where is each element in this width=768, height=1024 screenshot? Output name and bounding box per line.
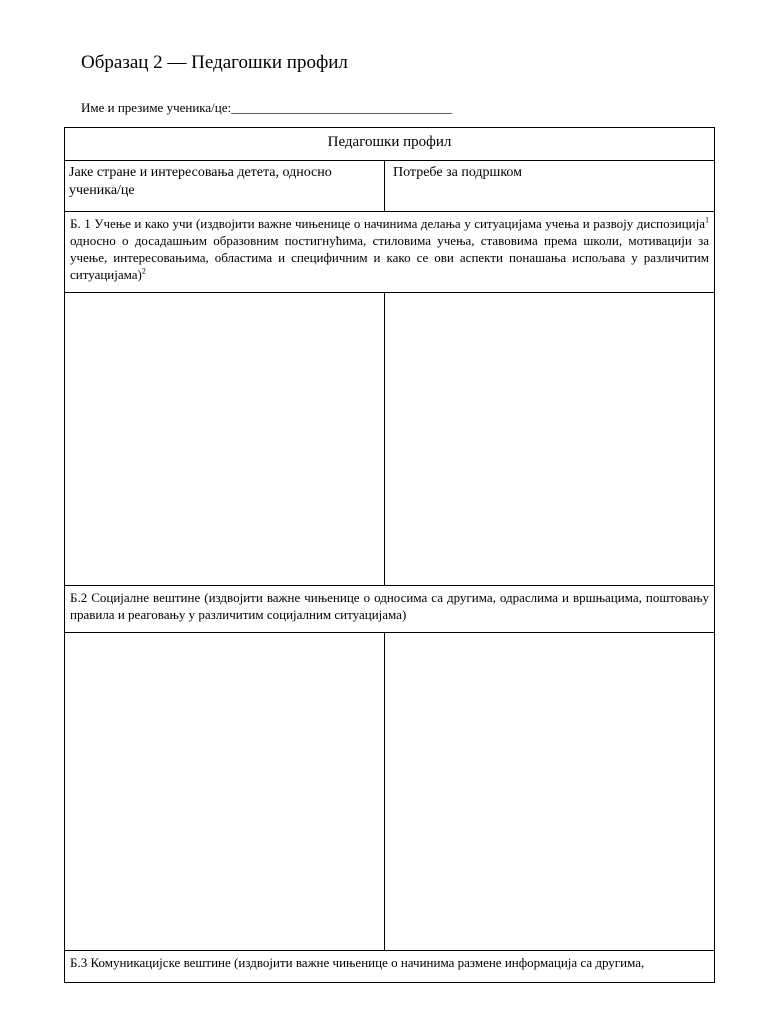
- footnote-marker-2: 2: [141, 266, 146, 276]
- section-b1-strengths-cell[interactable]: [65, 293, 385, 586]
- section-b3-row: [65, 951, 715, 983]
- section-b2-entry-row: [65, 633, 715, 951]
- section-b2-heading: Б.2 Социјалне вештине (издвојити важне чињенице о односима са другима, одраслима и вршњацима, поштовању правила и реаговању у различитим социјалним ситуацијама): [65, 586, 715, 633]
- section-b1-heading: [65, 212, 715, 293]
- student-name-blank[interactable]: __________________________________: [231, 100, 453, 115]
- column-header-strengths: Јаке стране и интересовања детета, односно ученика/це: [65, 161, 385, 212]
- form-title: Образац 2 — Педагошки профил: [81, 52, 348, 73]
- section-b3-heading: Б.3 Комуникацијске вештине (издвојити важне чињенице о начинима размене информација са другима,: [65, 951, 715, 983]
- student-name-label: Име и презиме ученика/це:: [81, 100, 232, 115]
- pedagogical-profile-table: [64, 127, 715, 983]
- section-b1-text-part2: односно о досадашњим образовним постигнућима, стиловима учења, ставовима према школи, мотивацији за учење, интересовањима, областима и специфичним и како се ови аспекти понашања испољава у различитим ситуацијама): [70, 233, 709, 282]
- section-b2-strengths-cell[interactable]: [65, 633, 385, 951]
- column-headers-row: [65, 161, 715, 212]
- section-b2-row: [65, 586, 715, 633]
- table-header-row: [65, 128, 715, 161]
- table-header: Педагошки профил: [65, 128, 715, 161]
- section-b2-support-cell[interactable]: [385, 633, 715, 951]
- section-b1-text-part1: Б. 1 Учење и како учи (издвојити важне чињенице о начинима делања у ситуацијама учења и развоју диспозиција: [70, 216, 705, 231]
- student-name-field: [81, 100, 452, 116]
- section-b1-support-cell[interactable]: [385, 293, 715, 586]
- section-b1-entry-row: [65, 293, 715, 586]
- section-b1-row: [65, 212, 715, 293]
- footnote-marker-1: 1: [705, 215, 709, 225]
- column-header-support-needs: Потребе за подршком: [385, 161, 715, 212]
